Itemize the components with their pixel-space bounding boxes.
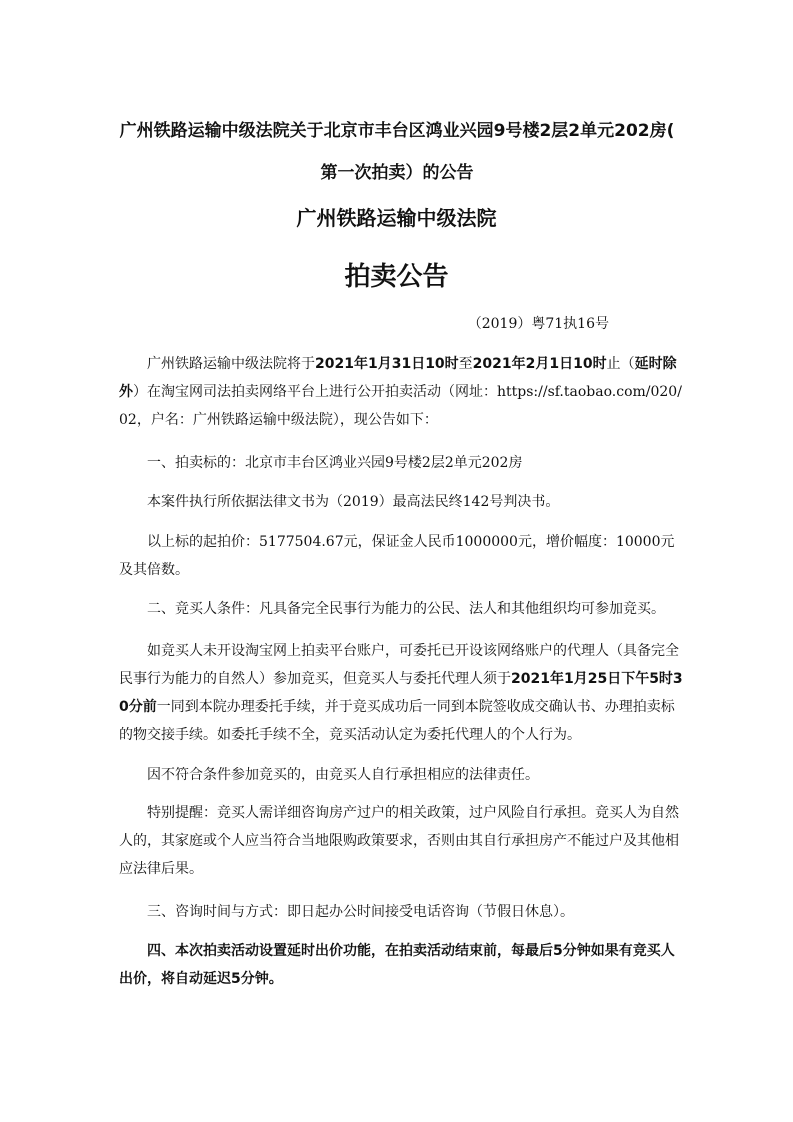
price-paragraph: 以上标的起拍价：5177504.67元，保证金人民币1000000元，增价幅度：10000元及其倍数。 xyxy=(119,534,675,578)
auction-start-time: 2021年1月31日10时 xyxy=(315,356,459,372)
intro-text: 广州铁路运输中级法院将于 xyxy=(147,356,315,372)
agent-text: 一同到本院办理委托手续，并于竞买成功后一同到本院签收成交确认书、办理拍卖标的物交接手续。如委托手续不全，竞买活动认定为委托代理人的个人行为。 xyxy=(119,699,675,743)
liability-paragraph: 因不符合条件参加竞买的，由竞买人自行承担相应的法律责任。 xyxy=(147,767,539,783)
agent-text: 如竞买人未开设淘宝网上拍卖平台账户，可委托已开设该网络账户的代理人（具备完全民事行为能力的自然人）参加竞买，但竞买人与委托代理人须于 xyxy=(119,643,679,687)
auction-item-paragraph: 一、拍卖标的：北京市丰台区鸿业兴园9号楼2层2单元202房 xyxy=(147,455,523,471)
intro-text: 止（ xyxy=(606,356,635,372)
special-reminder-paragraph: 特别提醒：竞买人需详细咨询房产过户的相关政策，过户风险自行承担。竞买人为自然人的，其家庭或个人应当符合当地限购政策要求，否则由其自行承担房产不能过户及其他相应法律后果。 xyxy=(119,805,679,877)
consultation-paragraph: 三、咨询时间与方式：即日起办公时间接受电话咨询（节假日休息）。 xyxy=(147,904,574,920)
legal-basis-paragraph: 本案件执行所依据法律文书为（2019）最高法民终142号判决书。 xyxy=(147,494,560,510)
auction-end-time: 2021年2月1日10时 xyxy=(472,356,607,372)
notice-heading: 拍卖公告 xyxy=(344,262,449,292)
intro-paragraph xyxy=(119,350,683,434)
delay-rule-paragraph: 四、本次拍卖活动设置延时出价功能，在拍卖活动结束前，每最后5分钟如果有竞买人出价，将自动延迟5分钟。 xyxy=(119,943,675,987)
case-number: （2019）粤71执16号 xyxy=(467,316,609,332)
intro-text: ）在淘宝网司法拍卖网络平台上进行公开拍卖活动（网址：https://sf.taobao.com/020/02，户名：广州铁路运输中级法院），现公告如下： xyxy=(119,384,682,428)
agent-deadline: 2021年1月25日下午5时30分前 xyxy=(119,671,683,715)
agent-paragraph xyxy=(119,637,683,749)
intro-text: 至 xyxy=(458,356,473,372)
court-name: 广州铁路运输中级法院 xyxy=(296,206,497,230)
extension-note: 延时除外 xyxy=(119,356,677,400)
bidder-conditions-paragraph: 二、竞买人条件：凡具备完全民事行为能力的公民、法人和其他组织均可参加竞买。 xyxy=(147,601,665,617)
document-title: 广州铁路运输中级法院关于北京市丰台区鸿业兴园9号楼2层2单元202房( 第一次拍卖）的公告 xyxy=(119,121,675,183)
